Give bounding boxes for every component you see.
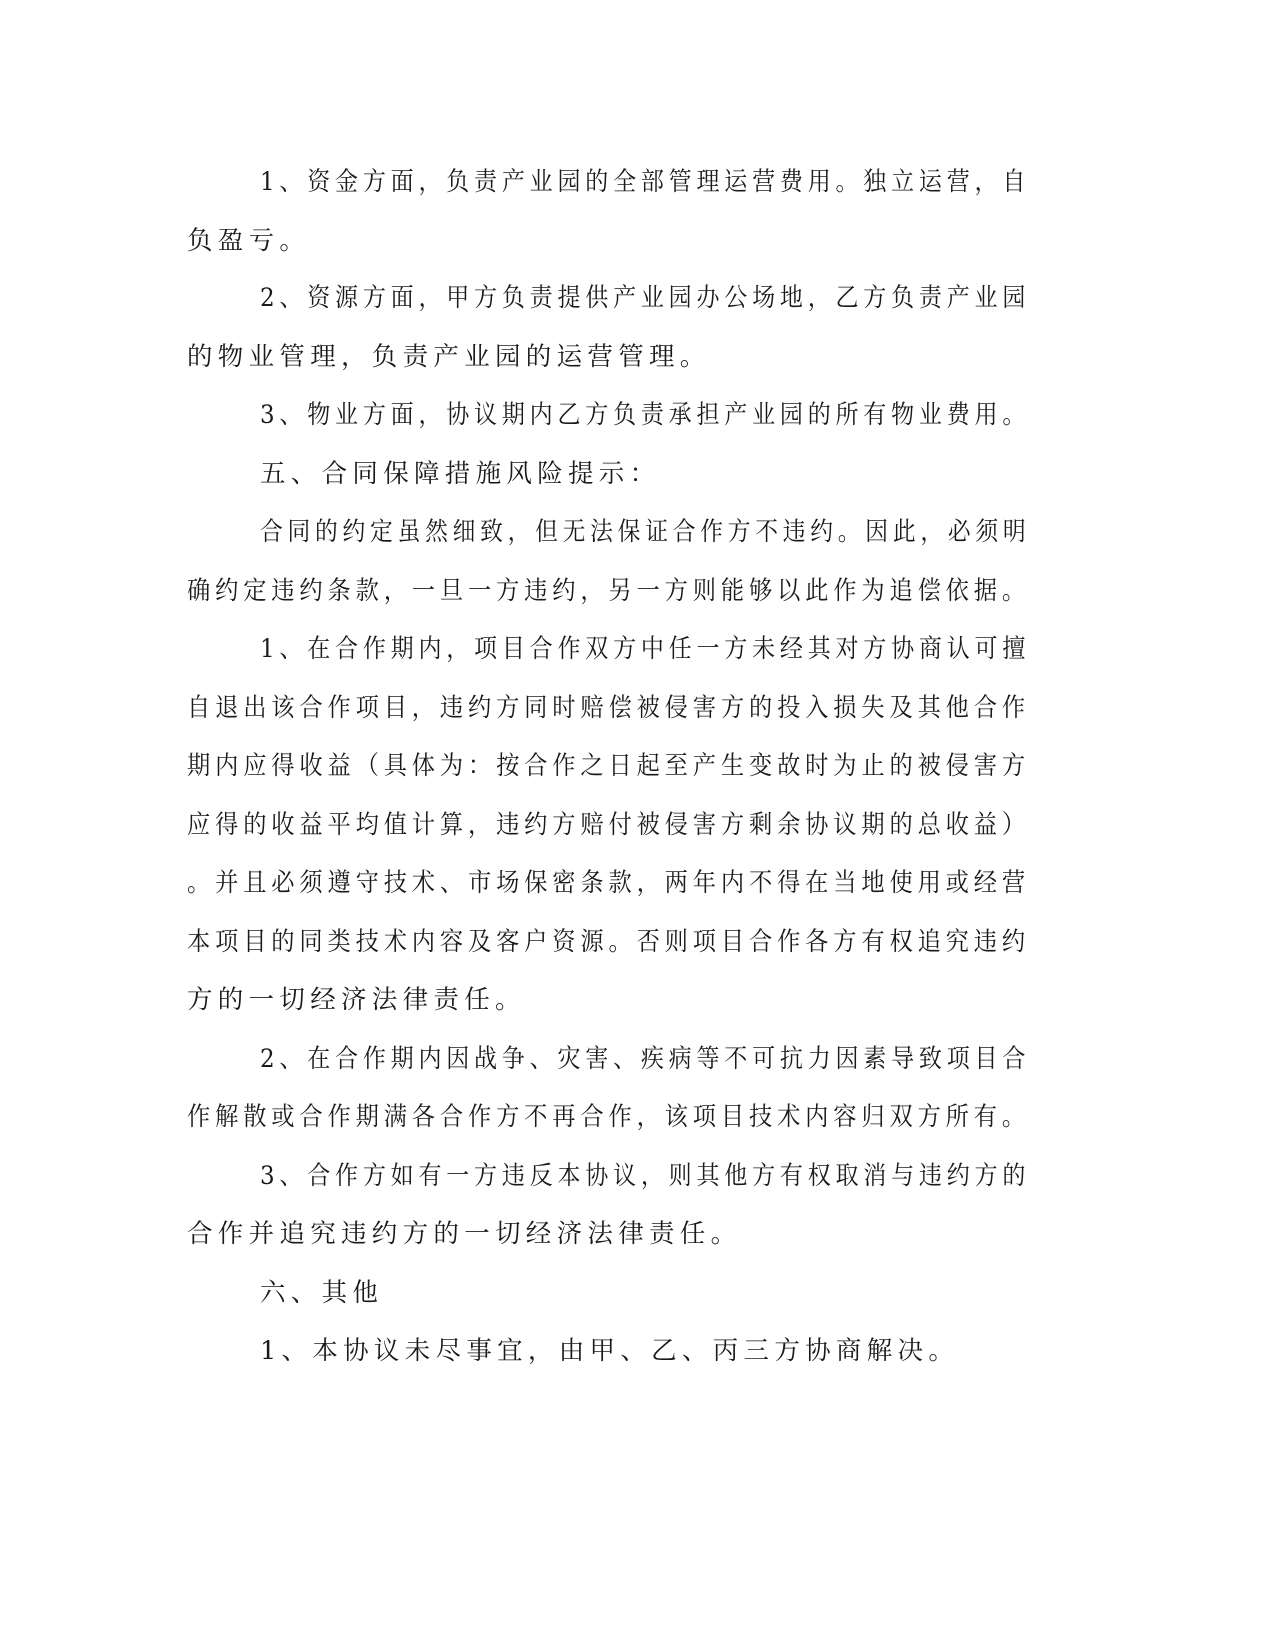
text-line: 1、本协议未尽事宜，由甲、乙、丙三方协商解决。 — [260, 1336, 960, 1366]
text-line: 本项目的同类技术内容及客户资源。否则项目合作各方有权追究违约 — [187, 927, 1030, 957]
text-line: 确约定违约条款，一旦一方违约，另一方则能够以此作为追偿依据。 — [187, 576, 1030, 606]
text-line: 的物业管理，负责产业园的运营管理。 — [187, 342, 711, 372]
text-line: 方的一切经济法律责任。 — [187, 985, 526, 1015]
text-line: 1、在合作期内，项目合作双方中任一方未经其对方协商认可擅 — [260, 634, 1031, 664]
text-line: 2、资源方面，甲方负责提供产业园办公场地，乙方负责产业园 — [260, 283, 1031, 313]
text-line: 3、合作方如有一方违反本协议，则其他方有权取消与违约方的 — [260, 1161, 1031, 1191]
text-line: 3、物业方面，协议期内乙方负责承担产业园的所有物业费用。 — [260, 400, 1031, 430]
text-line: 作解散或合作期满各合作方不再合作，该项目技术内容归双方所有。 — [187, 1102, 1030, 1132]
text-line: 应得的收益平均值计算，违约方赔付被侵害方剩余协议期的总收益） — [187, 810, 1030, 840]
text-line: 自退出该合作项目，违约方同时赔偿被侵害方的投入损失及其他合作 — [187, 693, 1030, 723]
text-line: 合同的约定虽然细致，但无法保证合作方不违约。因此，必须明 — [260, 517, 1031, 547]
text-line: 期内应得收益（具体为：按合作之日起至产生变故时为止的被侵害方 — [187, 751, 1030, 781]
section-heading: 五、合同保障措施风险提示： — [260, 459, 661, 489]
text-line: 2、在合作期内因战争、灾害、疾病等不可抗力因素导致项目合 — [260, 1044, 1031, 1074]
section-heading: 六、其他 — [260, 1278, 384, 1308]
text-line: 合作并追究违约方的一切经济法律责任。 — [187, 1219, 742, 1249]
text-line: 1、资金方面，负责产业园的全部管理运营费用。独立运营，自 — [260, 167, 1031, 197]
text-line: 。并且必须遵守技术、市场保密条款，两年内不得在当地使用或经营 — [187, 868, 1030, 898]
text-line: 负盈亏。 — [187, 226, 311, 256]
